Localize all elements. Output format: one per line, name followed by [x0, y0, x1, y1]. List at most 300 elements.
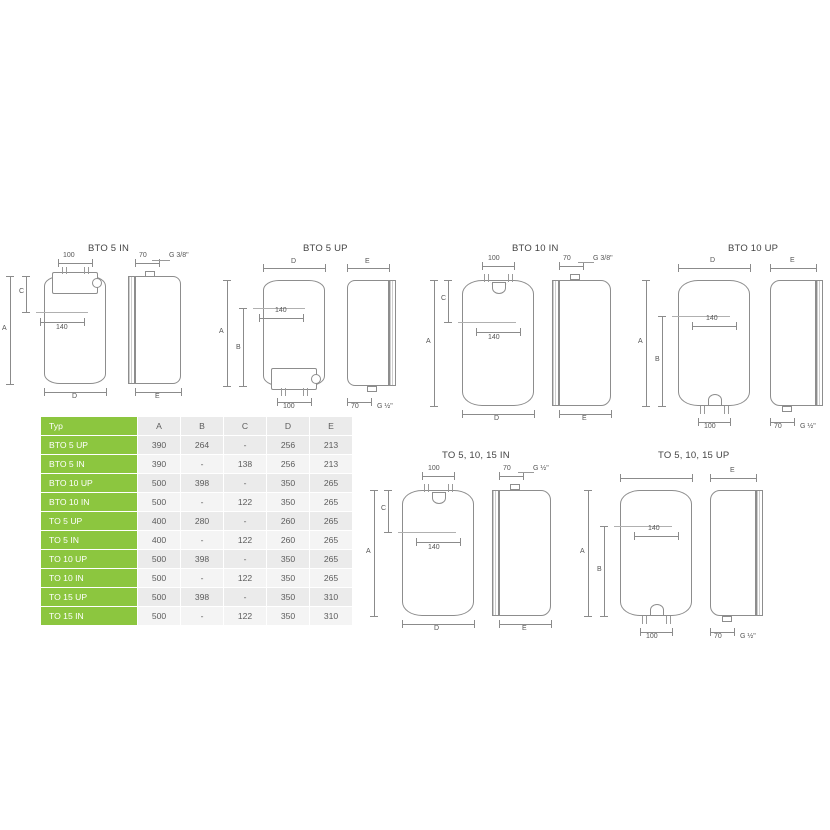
dim-E-label: E [522, 625, 527, 632]
nipple-left-2 [428, 484, 429, 492]
table-cell-type: BTO 5 UP [41, 436, 138, 455]
dim-D-line [678, 268, 750, 269]
dim-A-label: A [219, 328, 224, 335]
dim-E-label: E [730, 467, 735, 474]
table-row [41, 569, 353, 588]
valve-body [432, 492, 446, 504]
dim-C-line [448, 280, 449, 322]
dim-tick [347, 264, 348, 272]
table-cell-value: 350 [267, 493, 310, 512]
dim-tick [640, 628, 641, 636]
dim-A-line [10, 276, 11, 384]
dim-D-label: D [434, 625, 440, 632]
tank-front-outline [678, 280, 750, 406]
table-cell-value: 122 [224, 607, 267, 626]
dim-B-label: B [597, 566, 602, 573]
dim-tick [6, 276, 14, 277]
table-cell-value: 260 [267, 512, 310, 531]
dim-D-line [263, 268, 325, 269]
dim-tick [678, 264, 679, 272]
dim-tick [454, 472, 455, 480]
side-nipple [570, 274, 580, 280]
dim-tick [325, 264, 326, 272]
dim-tick [584, 616, 592, 617]
dim-tick [135, 388, 136, 396]
table-cell-value: 213 [310, 436, 353, 455]
dim-tick [816, 264, 817, 272]
dim-140-label: 140 [275, 307, 287, 314]
dim-tick [611, 410, 612, 418]
dim-100-label: 100 [488, 255, 500, 262]
dim-70-label: 70 [139, 252, 147, 259]
table-cell-value: 390 [138, 455, 181, 474]
dim-E-label: E [155, 393, 160, 400]
dim-tick [311, 398, 312, 406]
dim-140-line [476, 332, 520, 333]
dim-tick [239, 308, 247, 309]
nipple-left-2 [488, 274, 489, 282]
tank-side-outline [770, 280, 816, 406]
nipple-left-2 [646, 616, 647, 624]
dim-tick [476, 328, 477, 336]
table-header-a: A [138, 417, 181, 436]
table-header-row [41, 417, 353, 436]
dim-D-label: D [494, 415, 500, 422]
dim-B-label: B [655, 356, 660, 363]
dim-tick [263, 264, 264, 272]
thread-label-g38: G 3/8" [593, 255, 613, 262]
dim-tick [239, 386, 247, 387]
dim-tick [84, 318, 85, 326]
dim-E-line [770, 268, 816, 269]
nipple-right [448, 484, 449, 492]
figure-bto-10-up [630, 240, 830, 430]
nipple-right-2 [88, 267, 89, 274]
wall-hatch [816, 280, 823, 406]
dim-tick [347, 398, 348, 406]
side-nipple [722, 616, 732, 622]
table-row [41, 455, 353, 474]
dim-tick [277, 398, 278, 406]
dim-tick [523, 472, 524, 480]
dim-A-label: A [426, 338, 431, 345]
dim-140-line [634, 536, 678, 537]
table-cell-value: - [181, 607, 224, 626]
dim-100-label: 100 [646, 633, 658, 640]
table-cell-value: 122 [224, 569, 267, 588]
thread-label-g12: G ½" [533, 465, 549, 472]
table-cell-type: BTO 5 IN [41, 455, 138, 474]
table-cell-value: 500 [138, 474, 181, 493]
valve-circle [92, 278, 102, 288]
figure-title-to-in: TO 5, 10, 15 IN [442, 450, 510, 461]
table-cell-value: 400 [138, 512, 181, 531]
dim-tick [402, 620, 403, 628]
side-nipple [367, 386, 377, 392]
nipple-right-2 [452, 484, 453, 492]
dim-tick [223, 280, 231, 281]
nipple-right-2 [512, 274, 513, 282]
nipple-right [666, 616, 667, 624]
dim-tick [40, 318, 41, 326]
side-nipple [510, 484, 520, 490]
table-cell-value: 350 [267, 607, 310, 626]
dim-100-label: 100 [428, 465, 440, 472]
dim-D-label: D [710, 257, 716, 264]
tank-front-outline [462, 280, 534, 406]
figure-title-bto-10-in: BTO 10 IN [512, 243, 559, 254]
dim-tick [430, 280, 438, 281]
dim-tick [658, 316, 666, 317]
dim-tick [482, 262, 483, 270]
figure-bto-10-in [426, 240, 630, 422]
table-cell-value: 500 [138, 607, 181, 626]
dim-100-label: 100 [704, 423, 716, 430]
table-cell-value: 350 [267, 474, 310, 493]
dim-tick [600, 526, 608, 527]
nipple-left [281, 388, 282, 396]
dim-100-label: 100 [283, 403, 295, 410]
table-cell-value: - [224, 512, 267, 531]
dim-A-label: A [580, 548, 585, 555]
dim-100-label: 100 [63, 252, 75, 259]
table-row [41, 550, 353, 569]
thread-label-g12: G ½" [800, 423, 816, 430]
dim-tick [634, 532, 635, 540]
nipple-left [424, 484, 425, 492]
dim-tick [371, 398, 372, 406]
dim-tick [658, 406, 666, 407]
wall-hatch [389, 280, 396, 386]
nipple-left [62, 267, 63, 274]
dim-tick [736, 322, 737, 330]
dim-tick [710, 474, 711, 482]
valve-body [708, 394, 722, 406]
dim-tick [422, 472, 423, 480]
wall-hatch [756, 490, 763, 616]
table-cell-value: 265 [310, 512, 353, 531]
dim-A-label: A [366, 548, 371, 555]
nipple-right [508, 274, 509, 282]
table-cell-value: 256 [267, 436, 310, 455]
table-cell-value: - [181, 531, 224, 550]
dim-tick [389, 264, 390, 272]
dim-B-line [604, 526, 605, 616]
thread-label-g12: G ½" [740, 633, 756, 640]
tank-side-outline [135, 276, 181, 384]
table-cell-value: 138 [224, 455, 267, 474]
dim-tick [600, 616, 608, 617]
center-line-h [672, 316, 730, 317]
dim-100-line [422, 476, 454, 477]
dim-tick [514, 262, 515, 270]
dim-tick [534, 410, 535, 418]
table-cell-value: - [224, 474, 267, 493]
table-row [41, 436, 353, 455]
figure-to-in [366, 450, 570, 632]
dim-tick [384, 532, 392, 533]
dim-tick [559, 262, 560, 270]
figure-bto-5-in [0, 240, 200, 400]
table-row [41, 474, 353, 493]
leader-line [152, 260, 170, 261]
dim-tick [642, 280, 650, 281]
dim-C-label: C [381, 505, 387, 512]
table-row [41, 512, 353, 531]
table-cell-value: 400 [138, 531, 181, 550]
dim-tick [730, 418, 731, 426]
dim-tick [460, 538, 461, 546]
tank-front-outline [402, 490, 474, 616]
dim-tick [370, 616, 378, 617]
table-header-e: E [310, 417, 353, 436]
dim-B-line [243, 308, 244, 386]
tank-side-outline [710, 490, 756, 616]
dim-D-label: D [291, 258, 297, 265]
dim-A-line [434, 280, 435, 406]
dim-tick [734, 628, 735, 636]
wall-hatch [492, 490, 499, 616]
side-nipple [145, 271, 155, 277]
dim-tick [135, 259, 136, 267]
wall-hatch [128, 276, 135, 384]
table-row [41, 607, 353, 626]
figure-title-bto-5-in: BTO 5 IN [88, 243, 130, 254]
thread-label-g12: G ½" [377, 403, 393, 410]
table-cell-value: - [224, 436, 267, 455]
table-cell-value: 398 [181, 588, 224, 607]
leader-line [518, 472, 534, 473]
leader-line [578, 262, 594, 263]
dim-tick [499, 620, 500, 628]
dim-tick [672, 628, 673, 636]
table-cell-type: TO 10 UP [41, 550, 138, 569]
dim-tick [106, 388, 107, 396]
dim-tick [698, 418, 699, 426]
table-cell-value: 350 [267, 588, 310, 607]
dim-tick [303, 314, 304, 322]
table-cell-value: 265 [310, 493, 353, 512]
dim-E-line [347, 268, 389, 269]
table-header-typ: Typ [41, 417, 138, 436]
table-cell-value: 310 [310, 607, 353, 626]
dim-tick [692, 474, 693, 482]
dim-140-label: 140 [488, 334, 500, 341]
table-cell-value: 264 [181, 436, 224, 455]
dim-E-top-line [620, 478, 692, 479]
table-cell-value: 260 [267, 531, 310, 550]
dim-tick [583, 262, 584, 270]
dim-70-label: 70 [563, 255, 571, 262]
table-cell-type: BTO 10 IN [41, 493, 138, 512]
center-line-h [614, 526, 672, 527]
nipple-right-2 [728, 406, 729, 414]
dim-E-line [710, 478, 756, 479]
dim-tick [384, 490, 392, 491]
table-cell-value: 500 [138, 493, 181, 512]
nipple-left-2 [66, 267, 67, 274]
table-cell-value: 398 [181, 474, 224, 493]
table-cell-value: 122 [224, 493, 267, 512]
dim-140-label: 140 [56, 324, 68, 331]
table-cell-type: TO 5 UP [41, 512, 138, 531]
dim-tick [756, 474, 757, 482]
table-header-b: B [181, 417, 224, 436]
dim-tick [584, 490, 592, 491]
dim-140-label: 140 [648, 525, 660, 532]
dim-E-label: E [365, 258, 370, 265]
dim-tick [22, 312, 30, 313]
dim-70-label: 70 [351, 403, 359, 410]
table-cell-value: 350 [267, 569, 310, 588]
dim-tick [444, 322, 452, 323]
figure-title-bto-10-up: BTO 10 UP [728, 243, 779, 254]
table-cell-value: 280 [181, 512, 224, 531]
side-nipple [782, 406, 792, 412]
figure-title-bto-5-up: BTO 5 UP [303, 243, 348, 254]
thread-label-g38: G 3/8" [169, 252, 189, 259]
nipple-left [484, 274, 485, 282]
dim-tick [770, 264, 771, 272]
dim-tick [416, 538, 417, 546]
dim-tick [794, 418, 795, 426]
table-cell-value: - [181, 455, 224, 474]
dim-140-label: 140 [428, 544, 440, 551]
dim-tick [678, 532, 679, 540]
table-header-c: C [224, 417, 267, 436]
nipple-right-2 [307, 388, 308, 396]
dim-140-line [692, 326, 736, 327]
dim-A-line [227, 280, 228, 386]
table-cell-value: 213 [310, 455, 353, 474]
tank-side-outline [347, 280, 389, 386]
table-cell-value: 350 [267, 550, 310, 569]
dim-tick [520, 328, 521, 336]
dim-tick [92, 259, 93, 267]
center-line-h [458, 322, 516, 323]
table-cell-value: - [224, 588, 267, 607]
dim-D-label: D [72, 393, 78, 400]
tank-side-outline [559, 280, 611, 406]
dim-C-label: C [19, 288, 25, 295]
table-cell-value: 390 [138, 436, 181, 455]
table-cell-value: 256 [267, 455, 310, 474]
table-cell-value: 265 [310, 474, 353, 493]
table-row [41, 531, 353, 550]
tank-front-outline [620, 490, 692, 616]
dim-70-line [499, 476, 523, 477]
table-cell-value: - [181, 493, 224, 512]
dim-tick [750, 264, 751, 272]
dim-A-line [374, 490, 375, 616]
dim-tick [620, 474, 621, 482]
dim-E-label: E [790, 257, 795, 264]
dim-C-line [388, 490, 389, 532]
dim-tick [559, 410, 560, 418]
dim-tick [474, 620, 475, 628]
nipple-left [642, 616, 643, 624]
table-cell-value: 122 [224, 531, 267, 550]
center-line-h [398, 532, 456, 533]
table-cell-value: 265 [310, 531, 353, 550]
center-line-h [36, 312, 88, 313]
dim-A-label: A [638, 338, 643, 345]
table-row [41, 493, 353, 512]
dim-tick [444, 280, 452, 281]
dim-140-line [40, 322, 84, 323]
nipple-right [303, 388, 304, 396]
dim-tick [692, 322, 693, 330]
nipple-left-2 [704, 406, 705, 414]
table-header-d: D [267, 417, 310, 436]
tank-side-outline [499, 490, 551, 616]
table-cell-value: 265 [310, 550, 353, 569]
dim-tick [430, 406, 438, 407]
dim-70-line [135, 263, 159, 264]
nipple-left-2 [285, 388, 286, 396]
dim-100-line [58, 263, 92, 264]
table-cell-value: - [224, 550, 267, 569]
nipple-right [724, 406, 725, 414]
dim-tick [223, 386, 231, 387]
dim-C-label: C [441, 295, 447, 302]
dim-70-line [559, 266, 583, 267]
dim-100-line [482, 266, 514, 267]
dim-E-label: E [582, 415, 587, 422]
table-cell-value: 500 [138, 588, 181, 607]
dim-tick [462, 410, 463, 418]
table-cell-value: 310 [310, 588, 353, 607]
dim-tick [370, 490, 378, 491]
figure-bto-5-up [215, 240, 405, 410]
dim-tick [22, 276, 30, 277]
dim-tick [58, 259, 59, 267]
dim-140-label: 140 [706, 315, 718, 322]
dim-140-line [259, 318, 303, 319]
dim-tick [642, 406, 650, 407]
table-cell-value: 265 [310, 569, 353, 588]
nipple-right [84, 267, 85, 274]
dim-B-line [662, 316, 663, 406]
table-cell-value: 500 [138, 550, 181, 569]
dim-tick [770, 418, 771, 426]
dim-tick [6, 384, 14, 385]
dim-70-label: 70 [714, 633, 722, 640]
nipple-left [700, 406, 701, 414]
table-body [41, 436, 353, 626]
dim-C-line [26, 276, 27, 312]
dim-tick [44, 388, 45, 396]
table-cell-value: 500 [138, 569, 181, 588]
dim-A-label: A [2, 325, 7, 332]
table-cell-value: - [181, 569, 224, 588]
dim-A-line [646, 280, 647, 406]
dim-tick [499, 472, 500, 480]
valve-body [492, 282, 506, 294]
dim-140-line [416, 542, 460, 543]
dim-B-label: B [236, 344, 241, 351]
dim-70-label: 70 [774, 423, 782, 430]
figure-to-up [580, 450, 790, 640]
table-cell-type: TO 10 IN [41, 569, 138, 588]
figure-title-to-up: TO 5, 10, 15 UP [658, 450, 730, 461]
wall-hatch [552, 280, 559, 406]
specification-table [40, 416, 353, 626]
table-cell-type: TO 5 IN [41, 531, 138, 550]
table-cell-type: TO 15 IN [41, 607, 138, 626]
dim-tick [710, 628, 711, 636]
dim-tick [259, 314, 260, 322]
